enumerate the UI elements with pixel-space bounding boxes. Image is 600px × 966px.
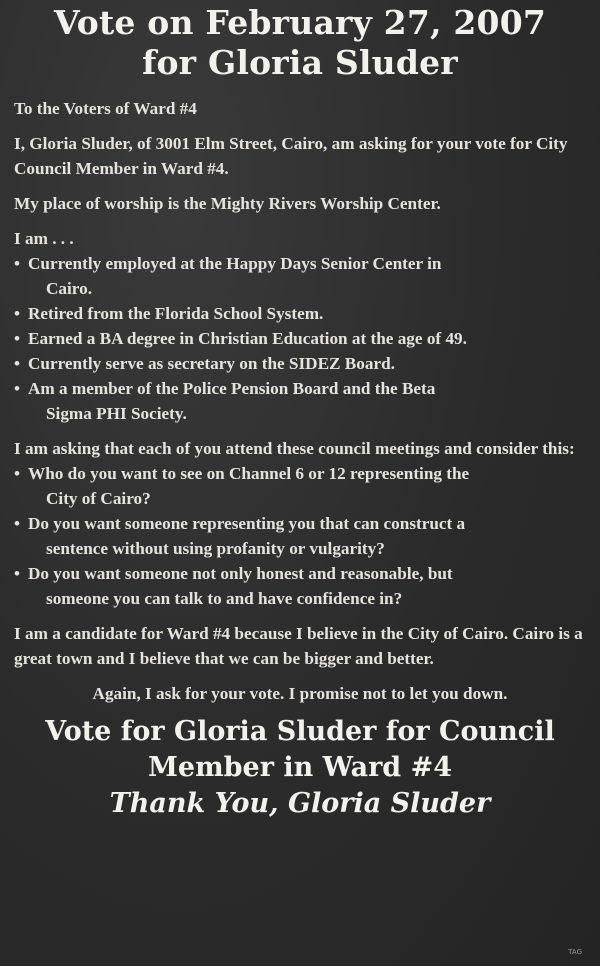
intro-paragraph: I, Gloria Sluder, of 3001 Elm Street, Cairo, am asking for your vote for City Council Member in Ward #4. [14,134,568,178]
list-item: • Retired from the Florida School System. [14,301,586,326]
headline-line-2: for Gloria Sluder [142,43,458,82]
headline [14,0,586,83]
list-item: • Do you want someone not only honest and reasonable, but someone you can talk to and have confidence in? [14,561,586,611]
list-item: • Do you want someone representing you that can construct a sentence without using profanity or vulgarity? [14,511,586,561]
closing-line-1: Vote for Gloria Sluder for Council [45,716,555,747]
list-item: • Earned a BA degree in Christian Education at the age of 49. [14,326,586,351]
worship-paragraph: My place of worship is the Mighty Rivers Worship Center. [14,194,441,213]
credentials-list [14,251,586,426]
bullet-icon: • [14,464,21,483]
questions-list [14,461,586,611]
bullet-icon: • [14,254,21,273]
bullet-icon: • [14,354,21,373]
i-am-label: I am . . . [14,229,74,248]
list-item: • Who do you want to see on Channel 6 or 12 representing the City of Cairo? [14,461,586,511]
closing-block [14,714,586,822]
bullet-icon: • [14,564,21,583]
candidacy-paragraph: I am a candidate for Ward #4 because I believe in the City of Cairo. Cairo is a great town and I believe that we can be bigger and better. [14,624,583,668]
bullet-icon: • [14,514,21,533]
ask-paragraph: I am asking that each of you attend these council meetings and consider this: [14,439,575,458]
list-item: • Am a member of the Police Pension Board and the Beta Sigma PHI Society. [14,376,586,426]
headline-line-1: Vote on February 27, 2007 [53,3,547,42]
closing-line-2: Member in Ward #4 [148,752,452,783]
thank-you-signature: Thank You, Gloria Sluder [109,788,491,819]
bullet-icon: • [14,304,21,323]
greeting: To the Voters of Ward #4 [14,99,197,118]
bullet-icon: • [14,379,21,398]
list-item: • Currently employed at the Happy Days Senior Center in Cairo. [14,251,586,301]
list-item: • Currently serve as secretary on the SIDEZ Board. [14,351,586,376]
corner-mark: TAG [568,948,582,956]
again-paragraph: Again, I ask for your vote. I promise not to let you down. [92,684,508,703]
bullet-icon: • [14,329,21,348]
